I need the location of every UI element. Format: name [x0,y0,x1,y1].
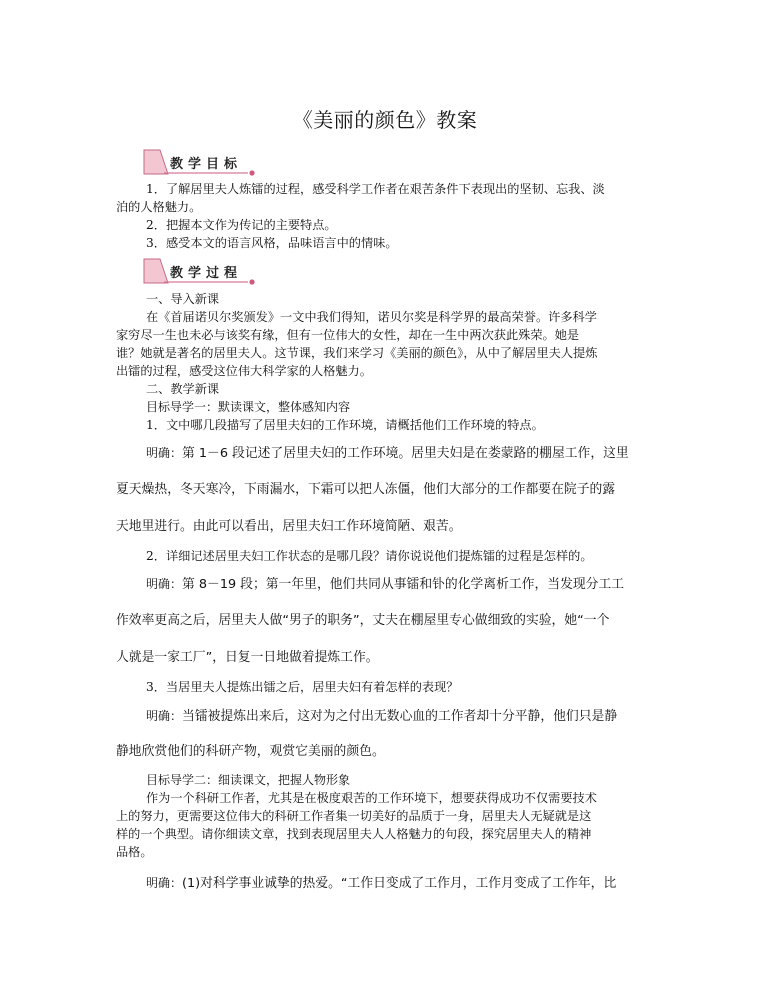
answer-text: 当镭被提炼出来后，这对为之付出无数心血的工作者却十分平静，他们只是静 [182,709,618,724]
goal-line: 3．感受本文的语言风格，品味语言中的情味。 [146,236,398,250]
question-2: 2．详细记述居里夫妇工作状态的是哪几段？请你说说他们提炼镭的过程是怎样的。 [146,549,593,563]
guide-heading-1: 目标导学一：默读课文，整体感知内容 [146,400,351,414]
section-heading-process: 教学过程 [170,266,243,281]
paragraph-line: 样的一个典型。请你细读文章，找到表现居里夫人人格魅力的句段，探究居里夫人的精神 [116,827,592,841]
answer-2-line [146,575,656,594]
intro-line: 谁？她就是著名的居里夫人。这节课，我们来学习《美丽的颜色》，从中了解居里夫人提炼 [116,346,598,360]
section-heading-goals: 教学目标 [170,157,243,172]
intro-line: 出镭的过程，感受这位伟大科学家的人格魅力。 [116,364,372,378]
intro-line: 家穷尽一生也未必与该奖有缘，但有一位伟大的女性，却在一生中两次获此殊荣。她是 [116,328,580,342]
answer-1-line: 天地里进行。由此可以看出，居里夫妇工作环境简陋、艰苦。 [116,519,462,534]
answer-1-line [146,444,656,463]
answer-3-line: 静地欣赏他们的科研产物，观赏它美丽的颜色。 [116,744,385,759]
answer-3-line [146,707,656,726]
paragraph-line: 品格。 [116,845,153,859]
question-1: 1．文中哪几段描写了居里夫妇的工作环境，请概括他们工作环境的特点。 [146,418,544,432]
answer-2-line: 作效率更高之后，居里夫人做“男子的职务”，丈夫在棚屋里专心做细致的实验，她“一个 [116,613,610,628]
answer-2-line: 人就是一家工厂”，日复一日地做着提炼工作。 [116,650,379,665]
answer-text: (1)对科学事业诚挚的热爱。“工作日变成了工作月，工作月变成了工作年，比 [182,876,617,891]
paragraph-line: 上的努力，更需要这位伟大的科研工作者集一切美好的品质于一身，居里夫人无疑就是这 [116,809,592,823]
answer-label: 明确： [146,446,183,460]
answer-4-line [146,874,656,893]
page-title: 《美丽的颜色》教案 [292,108,478,132]
goal-line: 泊的人格魅力。 [116,200,202,214]
guide-heading-2: 目标导学二：细读课文，把握人物形象 [146,773,351,787]
goal-line: 2．把握本文作为传记的主要特点。 [146,218,337,232]
intro-line: 在《首届诺贝尔奖颁发》一文中我们得知，诺贝尔奖是科学界的最高荣誉。许多科学 [146,310,597,324]
answer-label: 明确： [146,876,183,890]
answer-label: 明确： [146,577,183,591]
answer-label: 明确： [146,709,183,723]
subheading-new-lesson: 二、教学新课 [146,382,220,396]
subheading-intro: 一、导入新课 [146,292,220,306]
section-badge-process [142,257,282,287]
answer-text: 第 1－6 段记述了居里夫妇的工作环境。居里夫妇是在娄蒙路的棚屋工作，这里 [182,446,629,461]
question-3: 3．当居里夫人提炼出镭之后，居里夫妇有着怎样的表现？ [146,680,459,694]
answer-text: 第 8－19 段；第一年里，他们共同从事镭和钋的化学离析工作，当发现分工工 [182,577,625,592]
section-badge-goals [142,148,282,178]
paragraph-line: 作为一个科研工作者，尤其是在极度艰苦的工作环境下，想要获得成功不仅需要技术 [146,791,597,805]
answer-1-line: 夏天燥热，冬天寒冷，下雨漏水，下霜可以把人冻僵，他们大部分的工作都要在院子的露 [116,482,616,497]
goal-line: 1．了解居里夫人炼镭的过程，感受科学工作者在艰苦条件下表现出的坚韧、忘我、淡 [146,182,605,196]
